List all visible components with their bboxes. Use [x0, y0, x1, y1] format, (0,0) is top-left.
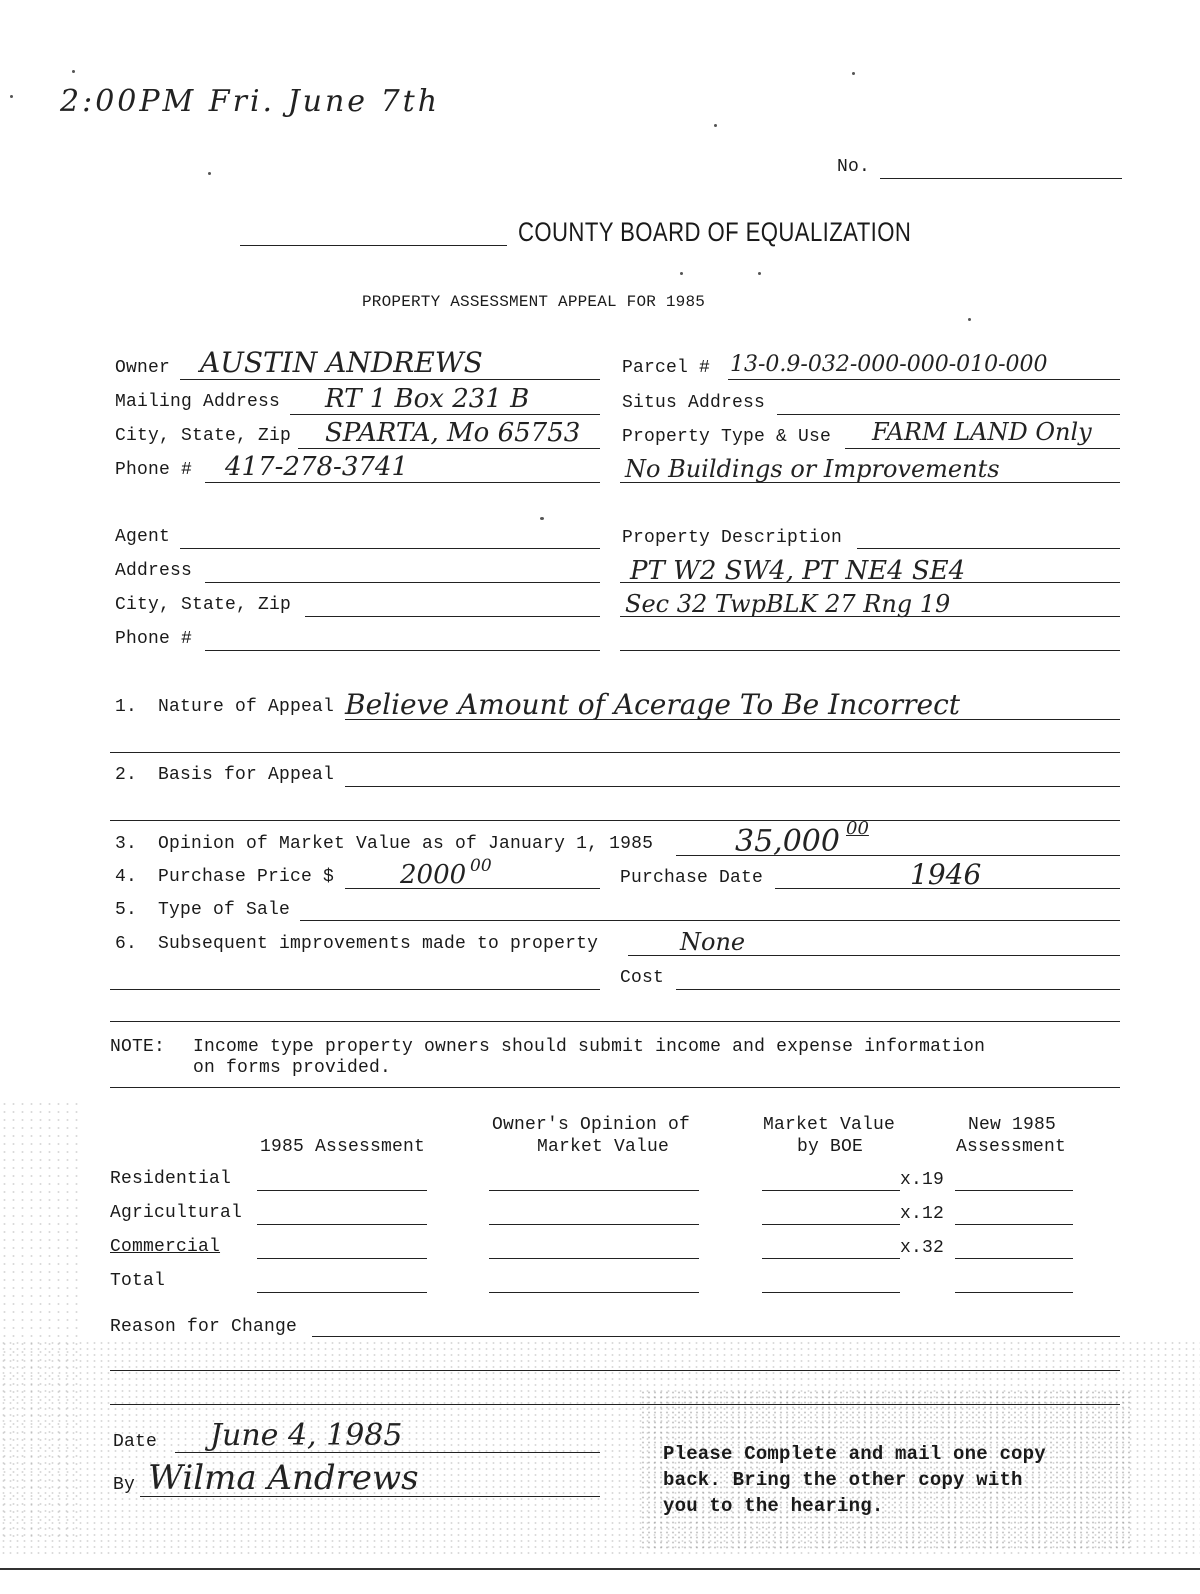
nature-of-appeal-value: Believe Amount of Acerage To Be Incorrect — [345, 688, 961, 721]
property-type-line-2 — [620, 482, 1120, 483]
agent-line — [180, 548, 600, 549]
market-value-opinion-value: 35,000 — [735, 824, 840, 859]
row-commercial-label: Commercial — [110, 1237, 221, 1257]
improvements-line-2 — [110, 989, 600, 990]
row-agricultural-owner-line — [489, 1224, 699, 1225]
phone-value: 417-278-3741 — [225, 452, 408, 482]
city-state-zip-line — [298, 448, 600, 449]
agent-label: Agent — [115, 527, 171, 547]
property-type-value-2: No Buildings or Improvements — [625, 455, 1000, 483]
property-description-rule-3 — [620, 650, 1120, 651]
separator-line-1 — [110, 1021, 1120, 1022]
instructions-line-1: Please Complete and mail one copy — [663, 1443, 1046, 1465]
phone-label: Phone # — [115, 460, 193, 480]
purchase-price-line — [345, 888, 600, 889]
col-owner-opinion-1: Owner's Opinion of — [492, 1115, 691, 1135]
property-description-rule-1 — [620, 582, 1120, 583]
mailing-address-value: RT 1 Box 231 B — [325, 384, 530, 414]
form-subtitle: PROPERTY ASSESSMENT APPEAL FOR 1985 — [362, 293, 706, 311]
improvements-line — [628, 955, 1120, 956]
row-agricultural-new-line — [955, 1224, 1073, 1225]
agent-city-state-zip-line — [305, 616, 600, 617]
row-agricultural-boe-line — [762, 1224, 900, 1225]
cost-line — [676, 989, 1120, 990]
col-1985-assessment: 1985 Assessment — [260, 1137, 426, 1157]
owner-label: Owner — [115, 358, 171, 378]
market-value-opinion-label: Opinion of Market Value as of January 1, 1985 — [158, 834, 654, 854]
col-new-2: Assessment — [956, 1137, 1067, 1157]
improvements-label: Subsequent improvements made to property — [158, 934, 599, 954]
agent-address-line — [205, 582, 600, 583]
row-agricultural-multiplier: x.12 — [900, 1204, 945, 1224]
handwritten-time-note: 2:00PM Fri. June 7th — [60, 84, 441, 119]
market-value-opinion-cents: 00 — [846, 818, 869, 839]
note-label: NOTE: — [110, 1037, 166, 1057]
item-3-number: 3. — [115, 834, 138, 854]
speck — [758, 272, 761, 275]
property-description-rule-2 — [620, 616, 1120, 617]
agent-phone-line — [205, 650, 600, 651]
type-of-sale-line — [300, 920, 1120, 921]
purchase-date-line — [775, 888, 1120, 889]
city-state-zip-value: SPARTA, Mo 65753 — [325, 418, 581, 448]
basis-for-appeal-label: Basis for Appeal — [158, 765, 335, 785]
row-total-new-line — [955, 1292, 1073, 1293]
row-commercial-new-line — [955, 1258, 1073, 1259]
row-commercial-multiplier: x.32 — [900, 1238, 945, 1258]
col-owner-opinion-2: Market Value — [537, 1137, 670, 1157]
purchase-price-value: 2000 — [400, 860, 467, 890]
purchase-price-label: Purchase Price $ — [158, 867, 335, 887]
row-total-boe-line — [762, 1292, 900, 1293]
bottom-edge-rule — [0, 1568, 1200, 1570]
owner-line — [180, 379, 600, 380]
row-agricultural-label: Agricultural — [110, 1203, 243, 1223]
mailing-address-line — [290, 414, 600, 415]
row-residential-new-line — [955, 1190, 1073, 1191]
agent-phone-label: Phone # — [115, 629, 193, 649]
row-residential-1985-line — [257, 1190, 427, 1191]
situs-address-line — [777, 414, 1120, 415]
phone-line — [205, 482, 600, 483]
row-commercial-1985-line — [257, 1258, 427, 1259]
page-title: COUNTY BOARD OF EQUALIZATION — [518, 217, 912, 247]
nature-of-appeal-label: Nature of Appeal — [158, 697, 335, 717]
col-new-1: New 1985 — [968, 1115, 1057, 1135]
market-value-opinion-line — [676, 855, 1120, 856]
nature-of-appeal-line-2 — [110, 752, 1120, 753]
parcel-value: 13-0.9-032-000-000-010-000 — [730, 352, 1048, 377]
instructions-line-3: you to the hearing. — [663, 1495, 884, 1517]
signature-line — [140, 1496, 600, 1497]
instructions-line-2: back. Bring the other copy with — [663, 1469, 1023, 1491]
speck — [540, 517, 544, 520]
property-description-line — [857, 548, 1120, 549]
parcel-label: Parcel # — [622, 358, 711, 378]
reason-for-change-label: Reason for Change — [110, 1317, 298, 1337]
purchase-date-value: 1946 — [910, 858, 982, 891]
scan-noise-left — [0, 1100, 80, 1540]
form-number-label: No. — [837, 157, 871, 177]
agent-address-label: Address — [115, 561, 193, 581]
row-total-owner-line — [489, 1292, 699, 1293]
row-residential-boe-line — [762, 1190, 900, 1191]
basis-for-appeal-line — [345, 786, 1120, 787]
speck — [680, 272, 683, 275]
row-residential-label: Residential — [110, 1169, 232, 1189]
signature: Wilma Andrews — [148, 1458, 419, 1498]
speck — [72, 70, 75, 73]
col-boe-1: Market Value — [763, 1115, 896, 1135]
item-6-number: 6. — [115, 934, 138, 954]
item-2-number: 2. — [115, 765, 138, 785]
property-type-value: FARM LAND Only — [872, 418, 1092, 446]
note-line-1: Income type property owners should submit income and expense information — [193, 1037, 986, 1057]
item-4-number: 4. — [115, 867, 138, 887]
row-total-1985-line — [257, 1292, 427, 1293]
row-residential-multiplier: x.19 — [900, 1170, 945, 1190]
col-boe-2: by BOE — [797, 1137, 864, 1157]
item-1-number: 1. — [115, 697, 138, 717]
note-line-2: on forms provided. — [193, 1058, 392, 1078]
city-state-zip-label: City, State, Zip — [115, 426, 292, 446]
speck — [10, 95, 13, 98]
date-label: Date — [113, 1432, 158, 1452]
nature-of-appeal-line — [345, 719, 1120, 720]
row-total-label: Total — [110, 1271, 166, 1291]
basis-for-appeal-line-2 — [110, 820, 1120, 821]
property-description-label: Property Description — [622, 528, 843, 548]
type-of-sale-label: Type of Sale — [158, 900, 291, 920]
item-5-number: 5. — [115, 900, 138, 920]
speck — [852, 72, 855, 75]
mailing-address-label: Mailing Address — [115, 392, 281, 412]
property-type-line — [845, 448, 1120, 449]
property-description-line2: Sec 32 TwpBLK 27 Rng 19 — [625, 590, 951, 618]
agent-city-state-zip-label: City, State, Zip — [115, 595, 292, 615]
owner-value: AUSTIN ANDREWS — [200, 346, 483, 379]
form-number-line — [880, 178, 1122, 179]
property-description-line1: PT W2 SW4, PT NE4 SE4 — [630, 556, 966, 586]
by-label: By — [113, 1475, 136, 1495]
speck — [208, 172, 211, 175]
situs-address-label: Situs Address — [622, 393, 766, 413]
reason-for-change-line — [312, 1336, 1120, 1337]
row-commercial-boe-line — [762, 1258, 900, 1259]
cost-label: Cost — [620, 968, 665, 988]
date-line — [175, 1452, 600, 1453]
parcel-line — [728, 379, 1120, 380]
property-type-label: Property Type & Use — [622, 427, 832, 447]
date-value: June 4, 1985 — [210, 1418, 403, 1453]
improvements-value: None — [680, 928, 746, 956]
row-residential-owner-line — [489, 1190, 699, 1191]
speck — [968, 318, 971, 321]
separator-line-2 — [110, 1087, 1120, 1088]
purchase-price-cents: 00 — [470, 856, 492, 876]
county-name-line — [240, 245, 507, 246]
row-commercial-owner-line — [489, 1258, 699, 1259]
row-agricultural-1985-line — [257, 1224, 427, 1225]
speck — [714, 124, 717, 127]
purchase-date-label: Purchase Date — [620, 868, 764, 888]
